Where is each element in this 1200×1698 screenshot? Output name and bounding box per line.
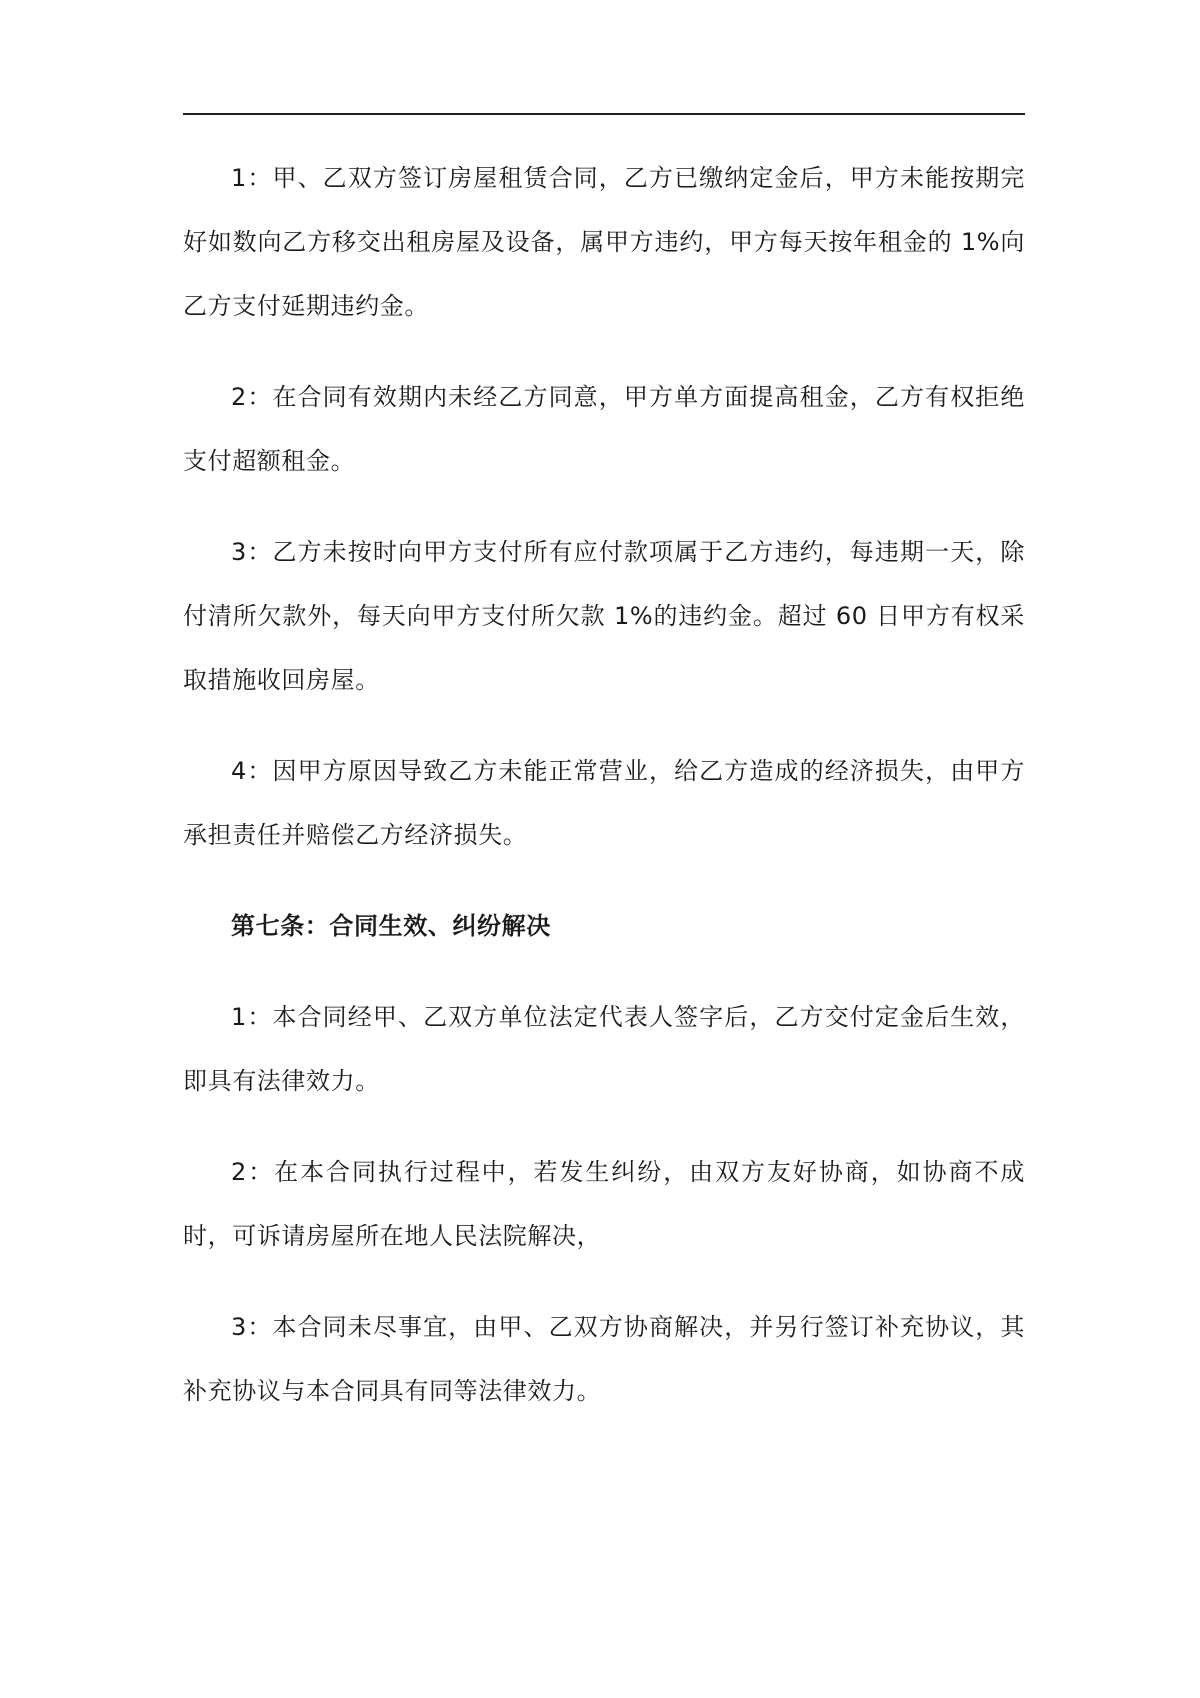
clause-paragraph: 3：本合同未尽事宜，由甲、乙双方协商解决，并另行签订补充协议，其补充协议与本合同具有同等法律效力。 — [183, 1313, 1025, 1405]
header-divider — [183, 113, 1025, 115]
clause-paragraph: 3：乙方未按时向甲方支付所有应付款项属于乙方违约，每违期一天，除付清所欠款外，每天向甲方支付所欠款 1%的违约金。超过 60 日甲方有权采取措施收回房屋。 — [183, 538, 1025, 694]
clause-paragraph: 2：在本合同执行过程中，若发生纠纷，由双方友好协商，如协商不成时，可诉请房屋所在地人民法院解决， — [183, 1158, 1025, 1250]
section-heading: 第七条：合同生效、纠纷解决 — [231, 912, 551, 940]
clause-paragraph: 1：本合同经甲、乙双方单位法定代表人签字后，乙方交付定金后生效，即具有法律效力。 — [183, 1003, 1025, 1095]
document-body — [183, 146, 1025, 1450]
clause-paragraph: 1：甲、乙双方签订房屋租赁合同，乙方已缴纳定金后，甲方未能按期完好如数向乙方移交出租房屋及设备，属甲方违约，甲方每天按年租金的 1%向乙方支付延期违约金。 — [183, 164, 1025, 320]
clause-paragraph: 2：在合同有效期内未经乙方同意，甲方单方面提高租金，乙方有权拒绝支付超额租金。 — [183, 383, 1025, 475]
clause-paragraph: 4：因甲方原因导致乙方未能正常营业，给乙方造成的经济损失，由甲方承担责任并赔偿乙方经济损失。 — [183, 757, 1025, 849]
